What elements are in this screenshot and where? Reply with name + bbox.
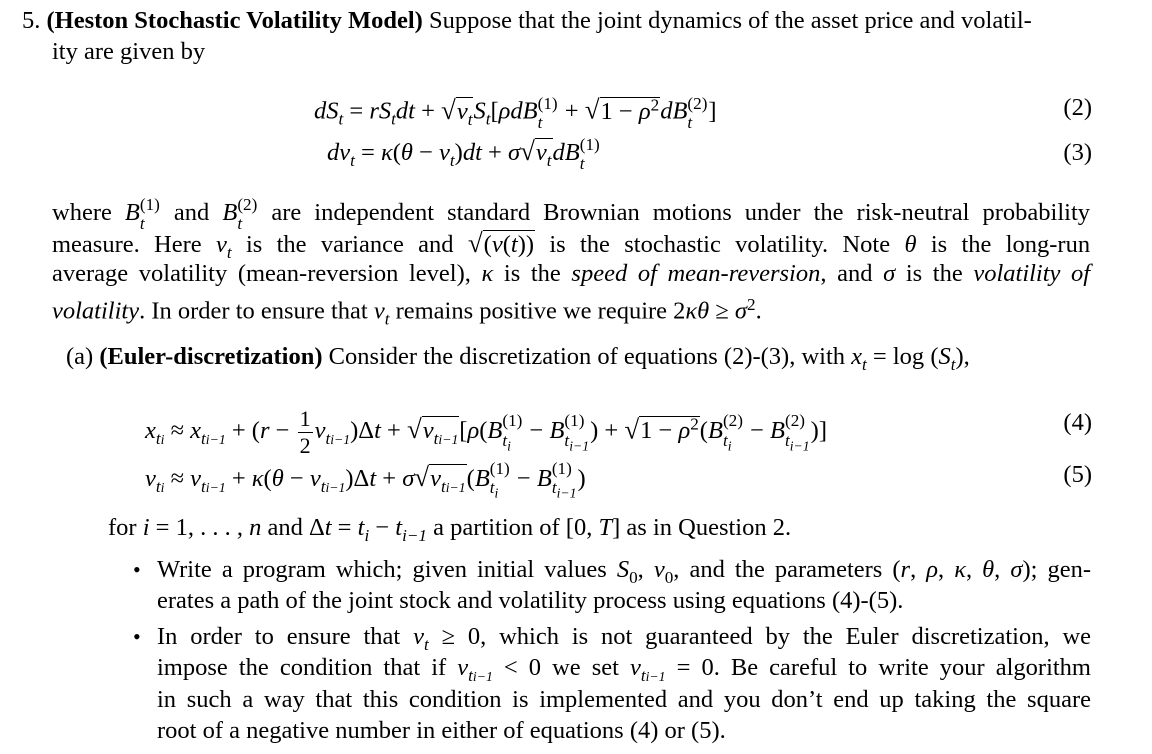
- equation-5: $v_{ti} \approx v_{ti-1} + \kappa(\theta - v_{ti-1})\Delta t + \sigma√v_{ti-1}(B$ (1) $t_i$ − B (1) $t_{i-1}$ ): [145, 459, 586, 501]
- part-a-header: (a) (Euler-discretization) Consider the discretization of equations (2)-(3), with $x_t = \log (S_t)$,: [66, 343, 970, 374]
- para-where: where: [52, 198, 112, 226]
- part-a-log: log: [892, 343, 925, 370]
- equation-4: $x_{ti} \approx x_{ti-1} + (r$ − $\frac{1}{2}$ $v_{ti-1})\Delta t + √v_{ti-1}[\rho(B$ (1) $t_i$ − B (1) $t_{i-1}$ ) + $√1 - \rho^2(B$ (2) $t_i$ − B (2) $t_{i-1}$ )]: [145, 406, 827, 459]
- bullet-2-line-1: In order to ensure that $v_t \ge 0$, which is not guaranteed by the Euler discretization, we: [157, 623, 1092, 654]
- bullet-2-text-b: , which is not guaranteed by the Euler discretization, we: [480, 623, 1092, 650]
- para-is-the: is the: [503, 260, 561, 287]
- para-and: and: [173, 198, 210, 226]
- bullet-1-gen: ; gen-: [1030, 556, 1091, 583]
- paragraph-line-1: where B (1) t and B (2) t are independent standard Brownian motions under the risk-neutral probability: [52, 195, 1091, 234]
- bullet-2-text-a: In order to ensure that: [157, 623, 401, 650]
- equation-5-label: (5): [1063, 461, 1092, 488]
- para-stoch-vol: is the stochastic volatility. Note: [549, 231, 891, 258]
- equation-3-label: (3): [1063, 139, 1092, 166]
- para-variance: is the variance and: [245, 231, 454, 258]
- bullet-2-careful: . Be careful to write your algorithm: [713, 654, 1091, 681]
- for-question: as in Question 2.: [626, 514, 792, 541]
- paragraph-line-2: measure. Here $v_t$ is the variance and √(v(t)) is the stochastic volatility. Note θ is the long-run: [52, 228, 1091, 262]
- para-measure: measure. Here: [52, 231, 202, 258]
- paragraph-line-3: average volatility (mean-reversion level), κ is the speed of mean-reversion, and σ is the volatility of: [52, 260, 1091, 287]
- para-long-run: is the long-run: [930, 231, 1091, 258]
- para-vol-of: volatility of: [973, 260, 1091, 287]
- para-and-comma: , and: [820, 260, 873, 287]
- bullet-1-line-1: Write a program which; given initial values $S_0$, $v_0$, and the parameters (r, ρ, κ, θ, σ); gen-: [157, 556, 1091, 587]
- bullet-2-line-3: in such a way that this condition is implemented and you don’t end up taking the square: [157, 686, 1091, 713]
- for-and: and: [267, 514, 303, 541]
- for-word: for: [108, 514, 137, 541]
- for-partition: a partition of: [433, 514, 560, 541]
- bullet-2-we-set: we set: [552, 654, 619, 681]
- problem-intro-line1: Suppose that the joint dynamics of the asset price and volatil-: [428, 7, 1032, 34]
- bullet-1-text-a: Write a program which; given initial values: [157, 556, 607, 583]
- bullet-2-dot: •: [133, 624, 141, 649]
- equation-4-label: (4): [1063, 409, 1092, 436]
- part-a-label: (a): [66, 343, 94, 370]
- bullet-2-line-4: root of a negative number in either of equations (4) or (5).: [157, 717, 726, 744]
- bullet-2-impose: impose the condition that if: [157, 654, 447, 681]
- bullet-1-dot: •: [133, 557, 141, 582]
- bullet-1-and: , and the parameters: [673, 556, 883, 583]
- part-a-text: Consider the discretization of equations (2)-(3), with: [328, 343, 846, 370]
- para-positive: remains positive we require: [395, 297, 668, 325]
- problem-header-line: [22, 6, 1032, 36]
- bullet-2-line-2: impose the condition that if $v_{ti-1} < 0$ we set $v_{ti-1} = 0$. Be careful to write your algorithm: [157, 654, 1091, 685]
- equation-2: $dS_t = rS_tdt + √v_tS_t[\rho dB$ (1) t + $√1 - \rho^2dB$ (2) t ]: [314, 93, 717, 132]
- problem-number: 5.: [22, 7, 41, 34]
- equation-3: $dv_t = \kappa(\theta - v_t)dt + \sigma√v_tdB$ (1) t: [327, 135, 600, 174]
- for-i-line: for i = 1, . . . , n and $\Delta t = t_i - t_{i-1}$ a partition of [0, T] as in Question 2.: [108, 514, 792, 545]
- problem-title: (Heston Stochastic Volatility Model): [46, 7, 423, 34]
- para-volatility: volatility: [52, 297, 140, 325]
- paragraph-line-4: volatility. In order to ensure that $v_t$ remains positive we require $2\kappa\theta \ge \sigma^2$.: [52, 295, 762, 329]
- para-average: average volatility (mean-reversion level),: [52, 260, 471, 287]
- para-is-the-2: is the: [905, 260, 963, 287]
- para-line1-rest: are independent standard Brownian motions under the risk-neutral probability: [271, 198, 1091, 226]
- para-speed: speed of mean-reversion: [571, 260, 821, 287]
- equation-2-label: (2): [1063, 94, 1092, 121]
- para-ensure: . In order to ensure that: [139, 297, 368, 325]
- problem-intro-line2: ity are given by: [52, 38, 206, 65]
- bullet-1-line-2: erates a path of the joint stock and volatility process using equations (4)-(5).: [157, 587, 904, 614]
- part-a-title: (Euler-discretization): [99, 343, 323, 370]
